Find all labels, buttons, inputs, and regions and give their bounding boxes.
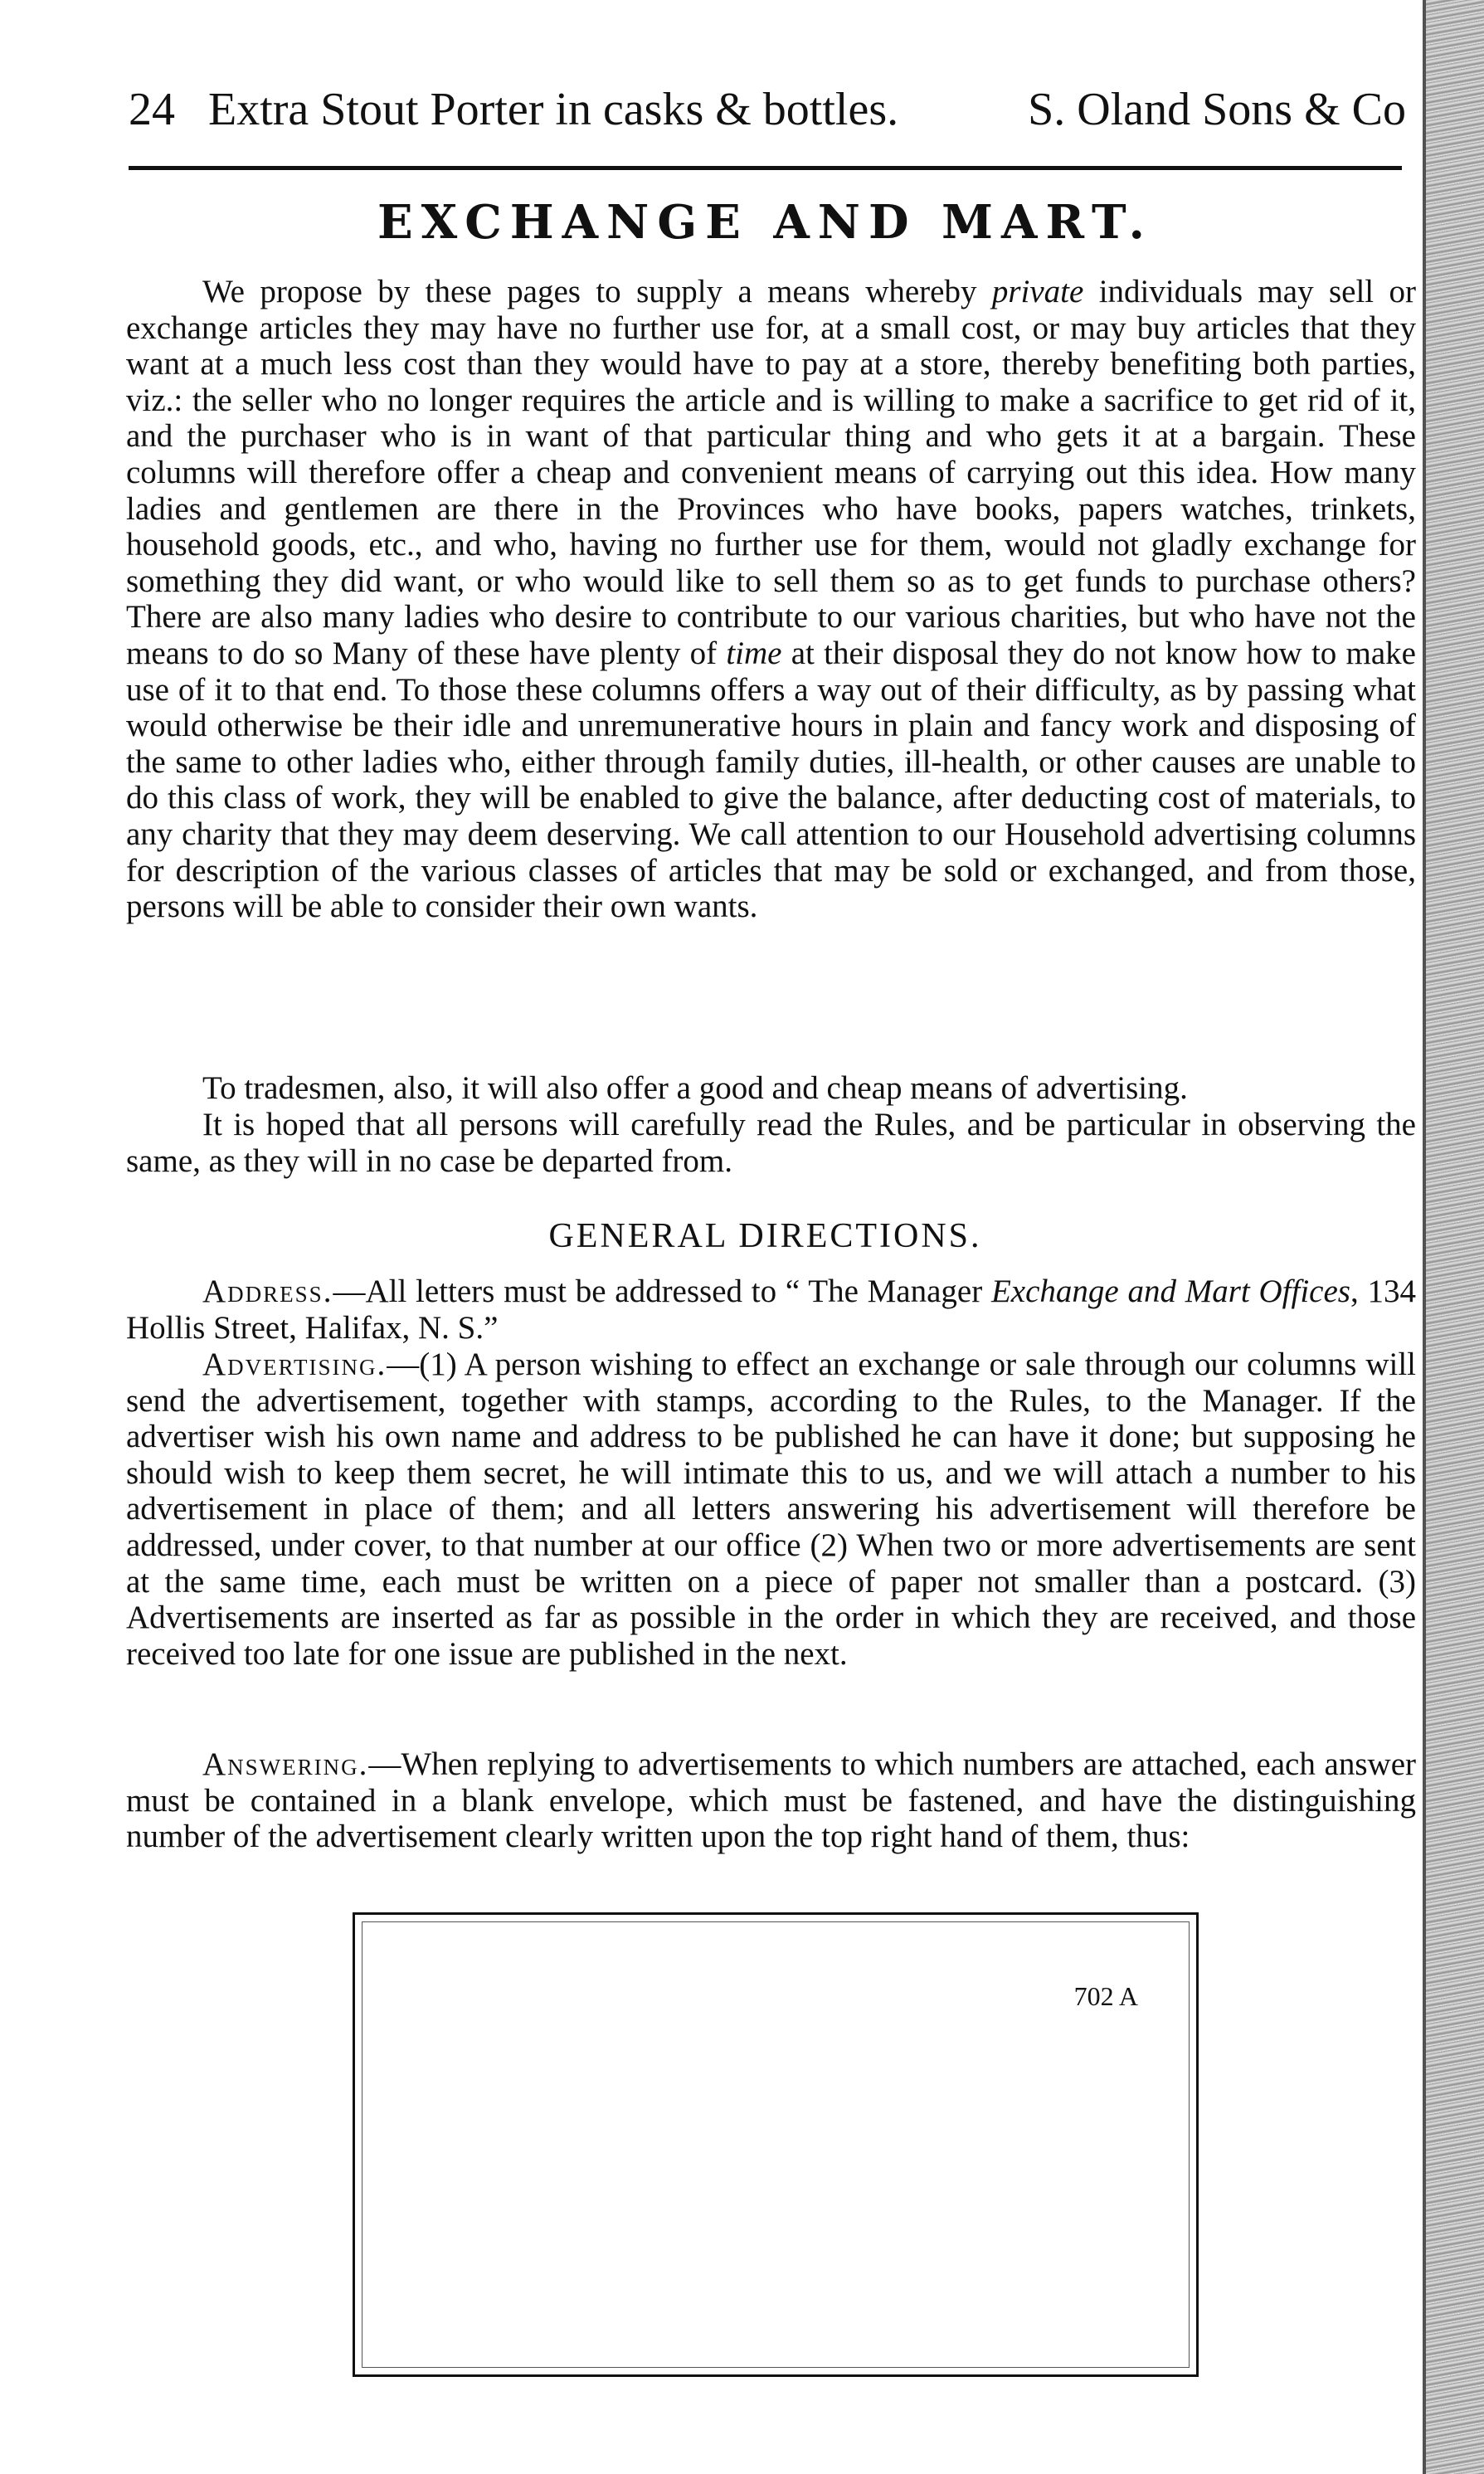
address-label: Address. <box>202 1274 333 1309</box>
header-firm-name: S. Oland Sons & Co <box>1028 84 1406 135</box>
address-text-1: —All letters must be addressed to “ The Manager <box>333 1274 991 1309</box>
advertising-text: —(1) A person wishing to effect an exchange or sale through our columns will send the advertisement, together with stamps, according to the Rules, to the Manager. If the advertiser wish his own name and address to be published he can have it done; but supposing he should wish to keep them secret, he will intimate this to us, and we will attach a number to his advertisement in place of them; and all letters answering his advertisement will therefore be addressed, under cover, to that number at our office (2) When two or more advertisements are sent at the same time, each must be written on a piece of paper not smaller than a postcard. (3) Advertisements are inserted as far as possible in the order in which they are received, and those received too late for one issue are published in the next. <box>126 1347 1416 1672</box>
page-number: 24 <box>129 84 175 135</box>
advertising-direction <box>126 1347 1416 1672</box>
intro-time-word: time <box>726 635 782 671</box>
header-advert: Extra Stout Porter in casks & bottles. <box>208 84 899 135</box>
answering-label: Answering. <box>202 1746 369 1782</box>
example-envelope-number: 702 A <box>1073 1981 1138 2011</box>
rules-notice-paragraph <box>126 1107 1416 1179</box>
intro-text-3: at their disposal they do not know how to make use of it to that end. To those these columns offers a way out of their difficulty, as by passing what would otherwise be their idle and unremunerative hours in plain and fancy work and disposing of the same to other ladies who, either through family duties, ill-health, or other causes are unable to do this class of work, they will be enabled to give the balance, after deducting cost of materials, to any charity that they may deem deserving. We call attention to our Household advertising columns for description of the various classes of articles that may be sold or exchanged, and from those, persons will be able to consider their own wants. <box>126 635 1416 925</box>
address-text-2: , 134 Hollis Street, Halifax, N. S.” <box>126 1274 1416 1346</box>
page-header <box>129 76 1406 143</box>
example-envelope-box <box>353 1912 1199 2377</box>
intro-private-word: private <box>991 274 1084 309</box>
article-title: EXCHANGE AND MART. <box>377 195 1153 250</box>
rules-notice-text: It is hoped that all persons will carefully read the Rules, and be particular in observing the same, as they will in no case be departed from. <box>126 1107 1416 1179</box>
header-rule <box>129 166 1402 170</box>
address-direction <box>126 1274 1416 1346</box>
answering-direction <box>126 1746 1416 1855</box>
tradesmen-text: To tradesmen, also, it will also offer a good and cheap means of advertising. <box>202 1070 1188 1106</box>
answering-text: —When replying to advertisements to which numbers are attached, each answer must be contained in a blank envelope, which must be fastened, and have the distinguishing number of the advertisement clearly written upon the top right hand of them, thus: <box>126 1746 1416 1855</box>
address-office-name: Exchange and Mart Offices <box>990 1274 1350 1309</box>
advertising-label: Advertising. <box>202 1347 387 1382</box>
intro-paragraph <box>126 274 1416 925</box>
tradesmen-paragraph <box>126 1070 1416 1107</box>
general-directions-heading: GENERAL DIRECTIONS. <box>548 1217 982 1255</box>
intro-text-2: individuals may sell or exchange articles they may have no further use for, at a small cost, or may buy articles that they want at a much less cost than they would have to pay at a store, thereby benefiting both parties, viz.: the seller who no longer requires the article and is willing to make a sacrifice to get rid of it, and the purchaser who is in want of that particular thing and who gets it at a bargain. These columns will therefore offer a cheap and convenient means of carrying out this idea. How many ladies and gentlemen are there in the Provinces who have books, papers watches, trinkets, household goods, etc., and who, having no further use for them, would not gladly exchange for something they did want, or who would like to sell them so as to get funds to purchase others? There are also many ladies who desire to contribute to our various charities, but who have not the means to do so Many of these have plenty of <box>126 274 1417 671</box>
intro-text-1: We propose by these pages to supply a means whereby <box>202 274 992 309</box>
page-binding-edge <box>1423 0 1484 2474</box>
